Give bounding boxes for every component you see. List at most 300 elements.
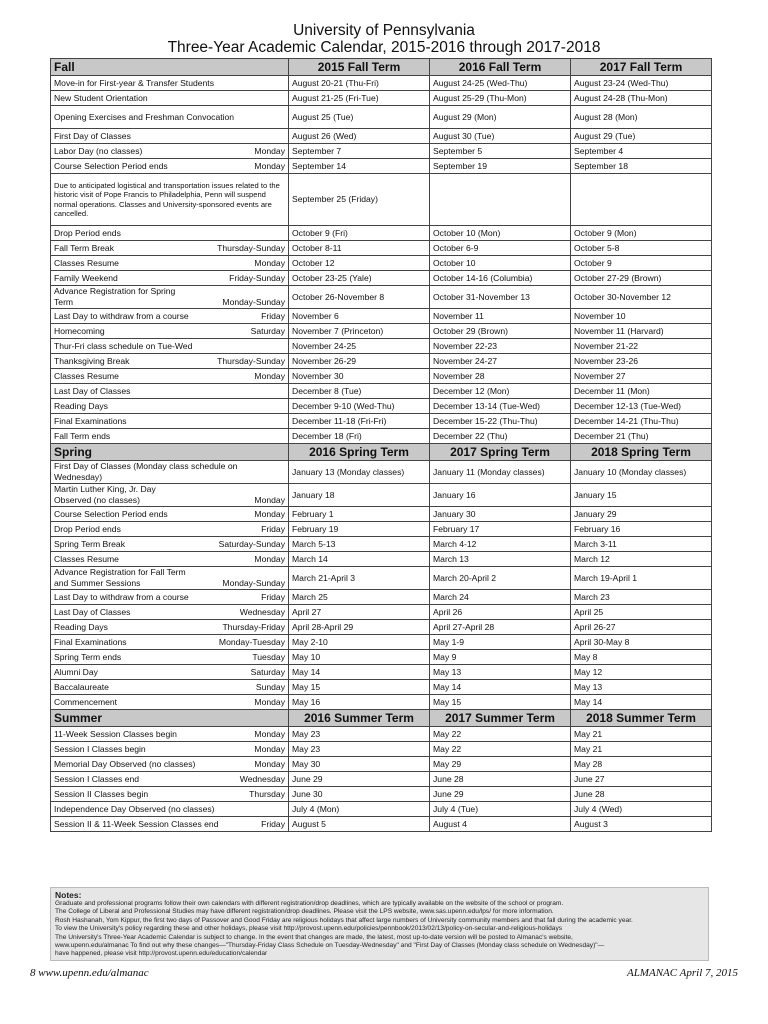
event-cell <box>51 309 289 324</box>
notes-line: The University's Three-Year Academic Calendar is subject to change. In the event that changes are made, the latest, most up-to-date version will be posted to Almanac's website, <box>55 933 573 941</box>
date-cell: February 1 <box>289 507 430 522</box>
event-day: Saturday-Sunday <box>218 538 285 549</box>
date-cell: October 9 (Mon) <box>571 226 712 241</box>
date-cell: November 26-29 <box>289 354 430 369</box>
notes-line: Graduate and professional programs follow their own calendars with different registration/drop deadlines, which are typically available on the website of the school or program. <box>55 900 564 907</box>
date-cell: July 4 (Tue) <box>430 802 571 817</box>
event-cell <box>51 241 289 256</box>
date-cell: September 5 <box>430 144 571 159</box>
date-cell: April 26 <box>430 605 571 620</box>
event-name: Session II & 11-Week Session Classes end <box>54 818 219 829</box>
table-row <box>51 650 712 665</box>
term-header: 2017 Fall Term <box>571 59 712 76</box>
table-row <box>51 727 712 742</box>
footer-page-url: 8 www.upenn.edu/almanac <box>30 967 149 979</box>
date-cell: June 28 <box>430 772 571 787</box>
event-name: Reading Days <box>54 621 108 632</box>
table-row <box>51 522 712 537</box>
event-name: 11-Week Session Classes begin <box>54 728 177 739</box>
date-cell: October 29 (Brown) <box>430 324 571 339</box>
date-cell: May 14 <box>289 665 430 680</box>
date-cell: October 9 (Fri) <box>289 226 430 241</box>
event-cell <box>51 537 289 552</box>
date-cell: October 9 <box>571 256 712 271</box>
notes-line: www.upenn.edu/almanac To find out why these changes—"Thursday-Friday Class Schedule on Tuesday-Wednesday" and "First Day of Classes (Monday class schedule on Wednesday)"— <box>55 942 605 950</box>
date-cell: May 30 <box>289 757 430 772</box>
event-name: Memorial Day Observed (no classes) <box>54 758 196 769</box>
term-header: 2018 Spring Term <box>571 444 712 461</box>
table-row <box>51 817 712 832</box>
table-row <box>51 369 712 384</box>
date-cell: August 3 <box>571 817 712 832</box>
date-cell: October 14-16 (Columbia) <box>430 271 571 286</box>
event-day: Friday <box>261 523 285 534</box>
event-cell <box>51 590 289 605</box>
event-day: Thursday-Friday <box>222 621 285 632</box>
date-cell: January 29 <box>571 507 712 522</box>
date-cell: April 30-May 8 <box>571 635 712 650</box>
footer-publication: ALMANAC April 7, 2015 <box>626 967 738 979</box>
date-cell: August 24-25 (Wed-Thu) <box>430 76 571 91</box>
date-cell: May 15 <box>289 680 430 695</box>
date-cell: October 8-11 <box>289 241 430 256</box>
date-cell: April 25 <box>571 605 712 620</box>
date-cell: November 11 (Harvard) <box>571 324 712 339</box>
event-day: Monday <box>254 553 285 564</box>
date-cell: November 10 <box>571 309 712 324</box>
event-name: Commencement <box>54 696 118 707</box>
event-cell <box>51 91 289 106</box>
date-cell: December 12-13 (Tue-Wed) <box>571 399 712 414</box>
event-cell <box>51 106 289 129</box>
event-cell <box>51 324 289 339</box>
calendar-table <box>50 58 712 832</box>
event-name: Session II Classes begin <box>54 788 149 799</box>
notes-line: To view the University's policy regarding these and other holidays, please visit http://provost.upenn.edu/policies/pennbook/2013/02/13/policy-on-secular-and-religious-holidays <box>55 925 563 933</box>
date-cell: January 10 (Monday classes) <box>571 461 712 484</box>
date-cell: May 2-10 <box>289 635 430 650</box>
table-row <box>51 309 712 324</box>
date-cell: August 25-29 (Thu-Mon) <box>430 91 571 106</box>
event-day: Monday-Sunday <box>222 297 285 307</box>
event-name: Drop Period ends <box>54 523 121 534</box>
table-row <box>51 339 712 354</box>
event-cell <box>51 369 289 384</box>
event-cell <box>51 429 289 444</box>
event-day: Monday <box>254 728 285 739</box>
date-cell: March 25 <box>289 590 430 605</box>
table-row <box>51 144 712 159</box>
date-cell: August 29 (Tue) <box>571 129 712 144</box>
date-cell: October 26-November 8 <box>289 286 430 309</box>
event-day: Sunday <box>255 681 285 692</box>
date-cell: May 21 <box>571 742 712 757</box>
section-name: Spring <box>51 444 289 461</box>
event-cell <box>51 742 289 757</box>
table-row <box>51 695 712 710</box>
event-cell <box>51 680 289 695</box>
date-cell: July 4 (Mon) <box>289 802 430 817</box>
date-cell: September 4 <box>571 144 712 159</box>
date-cell: August 4 <box>430 817 571 832</box>
event-cell <box>51 174 289 226</box>
date-cell: December 21 (Thu) <box>571 429 712 444</box>
event-name: Spring Term Break <box>54 538 126 549</box>
event-day: Monday <box>254 743 285 754</box>
event-cell <box>51 144 289 159</box>
event-cell <box>51 567 289 590</box>
notes-line: have happened, please visit http://provost.upenn.edu/education/calendar <box>55 950 268 958</box>
term-header: 2018 Summer Term <box>571 710 712 727</box>
event-cell <box>51 414 289 429</box>
event-cell <box>51 76 289 91</box>
event-cell <box>51 507 289 522</box>
table-row <box>51 567 712 590</box>
event-cell <box>51 552 289 567</box>
event-day: Friday <box>261 591 285 602</box>
date-cell: December 9-10 (Wed-Thu) <box>289 399 430 414</box>
date-cell: January 18 <box>289 484 430 507</box>
term-header: 2016 Spring Term <box>289 444 430 461</box>
notes-line: Rosh Hashanah, Yom Kippur, the first two days of Passover and Good Friday are religious holidays that affect large numbers of University community members and that fall during the academic year. <box>55 916 633 924</box>
date-cell: December 15-22 (Thu-Thu) <box>430 414 571 429</box>
date-cell: January 13 (Monday classes) <box>289 461 430 484</box>
date-cell: November 21-22 <box>571 339 712 354</box>
term-header: 2017 Summer Term <box>430 710 571 727</box>
event-name: Alumni Day <box>54 666 98 677</box>
event-day: Tuesday <box>252 651 285 662</box>
event-cell <box>51 650 289 665</box>
event-day: Monday-Tuesday <box>218 636 285 647</box>
event-name: Course Selection Period ends <box>54 508 168 519</box>
date-cell: January 15 <box>571 484 712 507</box>
event-day: Monday <box>254 370 285 381</box>
event-day: Monday <box>254 758 285 769</box>
table-row <box>51 271 712 286</box>
event-day: Monday <box>254 160 285 171</box>
event-day: Monday <box>254 508 285 519</box>
date-cell: May 10 <box>289 650 430 665</box>
table-row <box>51 174 712 226</box>
title-line-1: University of Pennsylvania <box>293 22 475 39</box>
date-cell: May 14 <box>571 695 712 710</box>
date-cell: August 5 <box>289 817 430 832</box>
table-row <box>51 484 712 507</box>
date-cell: December 18 (Fri) <box>289 429 430 444</box>
event-cell <box>51 605 289 620</box>
date-cell: August 23-24 (Wed-Thu) <box>571 76 712 91</box>
event-name: Move-in for First-year & Transfer Students <box>54 77 214 88</box>
event-day: Wednesday <box>239 606 285 617</box>
date-cell: May 13 <box>430 665 571 680</box>
date-cell: November 28 <box>430 369 571 384</box>
event-name: Baccalaureate <box>54 681 109 692</box>
event-name: Spring Term ends <box>54 651 122 662</box>
table-row <box>51 742 712 757</box>
event-day: Saturday <box>250 325 285 336</box>
section-header-spring <box>51 444 712 461</box>
date-cell: May 16 <box>289 695 430 710</box>
date-cell: October 12 <box>289 256 430 271</box>
date-cell: May 28 <box>571 757 712 772</box>
table-row <box>51 429 712 444</box>
event-day: Monday <box>254 145 285 156</box>
date-cell: December 8 (Tue) <box>289 384 430 399</box>
date-cell: December 22 (Thu) <box>430 429 571 444</box>
date-cell: April 28-April 29 <box>289 620 430 635</box>
table-row <box>51 256 712 271</box>
event-name: First Day of Classes <box>54 130 131 141</box>
term-header: 2015 Fall Term <box>289 59 430 76</box>
table-row <box>51 680 712 695</box>
date-cell: September 18 <box>571 159 712 174</box>
table-row <box>51 537 712 552</box>
event-cell <box>51 226 289 241</box>
date-cell: November 6 <box>289 309 430 324</box>
event-cell <box>51 695 289 710</box>
date-cell: December 12 (Mon) <box>430 384 571 399</box>
section-name: Summer <box>51 710 289 727</box>
table-row <box>51 106 712 129</box>
section-name: Fall <box>51 59 289 76</box>
event-day: Thursday-Sunday <box>217 242 285 253</box>
date-cell: March 20-April 2 <box>430 567 571 590</box>
table-row <box>51 507 712 522</box>
table-row <box>51 286 712 309</box>
event-name: Last Day to withdraw from a course <box>54 310 189 321</box>
event-day: Thursday <box>249 788 285 799</box>
event-name: Fall Term Break <box>54 242 115 253</box>
date-cell: May 14 <box>430 680 571 695</box>
date-cell: April 27 <box>289 605 430 620</box>
notes-line: The College of Liberal and Professional Studies may have different registration/drop deadlines. Please visit the LPS website, www.sas.upenn.edu/lps/ for more information. <box>55 908 554 916</box>
event-cell <box>51 635 289 650</box>
event-day: Wednesday <box>239 773 285 784</box>
date-cell: March 19-April 1 <box>571 567 712 590</box>
event-day: Friday <box>261 310 285 321</box>
table-row <box>51 620 712 635</box>
date-cell: October 30-November 12 <box>571 286 712 309</box>
date-cell: June 29 <box>289 772 430 787</box>
notes-heading: Notes: <box>55 890 82 900</box>
date-cell: May 21 <box>571 727 712 742</box>
event-name: Session I Classes end <box>54 773 140 784</box>
date-cell: September 25 (Friday) <box>289 174 430 226</box>
date-cell: October 31-November 13 <box>430 286 571 309</box>
date-cell: December 11-18 (Fri-Fri) <box>289 414 430 429</box>
event-name: Last Day of Classes <box>54 385 131 396</box>
date-cell: August 28 (Mon) <box>571 106 712 129</box>
notes-box <box>50 887 709 961</box>
event-name: Thur-Fri class schedule on Tue-Wed <box>54 340 193 351</box>
date-cell: May 23 <box>289 742 430 757</box>
event-name: Drop Period ends <box>54 227 121 238</box>
event-name: Homecoming <box>54 325 105 336</box>
date-cell: October 27-29 (Brown) <box>571 271 712 286</box>
date-cell <box>430 174 571 226</box>
table-row <box>51 665 712 680</box>
event-name: Course Selection Period ends <box>54 160 168 171</box>
event-name: Classes Resume <box>54 257 119 268</box>
event-day: Monday <box>254 696 285 707</box>
event-cell <box>51 620 289 635</box>
date-cell: August 26 (Wed) <box>289 129 430 144</box>
date-cell: May 15 <box>430 695 571 710</box>
table-row <box>51 414 712 429</box>
table-row <box>51 76 712 91</box>
event-cell <box>51 802 289 817</box>
event-name: Fall Term ends <box>54 430 111 441</box>
event-name: Independence Day Observed (no classes) <box>54 803 215 814</box>
title-line-2: Three-Year Academic Calendar, 2015-2016 through 2017-2018 <box>167 39 601 56</box>
table-row <box>51 802 712 817</box>
event-cell <box>51 484 289 507</box>
table-row <box>51 590 712 605</box>
table-row <box>51 772 712 787</box>
event-name: Labor Day (no classes) <box>54 145 143 156</box>
event-cell <box>51 354 289 369</box>
date-cell: June 28 <box>571 787 712 802</box>
date-cell: December 13-14 (Tue-Wed) <box>430 399 571 414</box>
date-cell: December 14-21 (Thu-Thu) <box>571 414 712 429</box>
date-cell: October 23-25 (Yale) <box>289 271 430 286</box>
date-cell: May 22 <box>430 742 571 757</box>
date-cell: September 19 <box>430 159 571 174</box>
date-cell: January 30 <box>430 507 571 522</box>
date-cell: August 24-28 (Thu-Mon) <box>571 91 712 106</box>
table-row <box>51 605 712 620</box>
date-cell: August 21-25 (Fri-Tue) <box>289 91 430 106</box>
event-cell <box>51 384 289 399</box>
event-cell <box>51 772 289 787</box>
date-cell: March 4-12 <box>430 537 571 552</box>
date-cell: October 5-8 <box>571 241 712 256</box>
event-name: Final Examinations <box>54 636 127 647</box>
date-cell: November 30 <box>289 369 430 384</box>
term-header: 2016 Fall Term <box>430 59 571 76</box>
event-cell <box>51 339 289 354</box>
event-cell <box>51 256 289 271</box>
date-cell: June 27 <box>571 772 712 787</box>
event-cell <box>51 522 289 537</box>
event-name: Final Examinations <box>54 415 127 426</box>
date-cell: September 7 <box>289 144 430 159</box>
event-cell <box>51 159 289 174</box>
event-name: Last Day to withdraw from a course <box>54 591 189 602</box>
section-header-summer <box>51 710 712 727</box>
event-cell <box>51 286 289 309</box>
date-cell: March 12 <box>571 552 712 567</box>
term-header: 2016 Summer Term <box>289 710 430 727</box>
table-row <box>51 226 712 241</box>
term-header: 2017 Spring Term <box>430 444 571 461</box>
date-cell: May 29 <box>430 757 571 772</box>
event-name: Classes Resume <box>54 370 119 381</box>
table-row <box>51 787 712 802</box>
date-cell: October 6-9 <box>430 241 571 256</box>
date-cell: January 16 <box>430 484 571 507</box>
date-cell: June 30 <box>289 787 430 802</box>
table-row <box>51 461 712 484</box>
page-title <box>0 22 768 56</box>
date-cell: March 23 <box>571 590 712 605</box>
date-cell: March 14 <box>289 552 430 567</box>
date-cell: November 24-27 <box>430 354 571 369</box>
date-cell: May 8 <box>571 650 712 665</box>
date-cell: November 11 <box>430 309 571 324</box>
date-cell: December 11 (Mon) <box>571 384 712 399</box>
date-cell: June 29 <box>430 787 571 802</box>
date-cell: August 25 (Tue) <box>289 106 430 129</box>
event-name: Reading Days <box>54 400 108 411</box>
date-cell: March 5-13 <box>289 537 430 552</box>
date-cell: March 13 <box>430 552 571 567</box>
event-cell <box>51 787 289 802</box>
event-day: Thursday-Sunday <box>217 355 285 366</box>
event-cell <box>51 757 289 772</box>
event-cell <box>51 271 289 286</box>
event-name: Opening Exercises and Freshman Convocation <box>54 111 235 122</box>
date-cell: September 14 <box>289 159 430 174</box>
table-row <box>51 324 712 339</box>
date-cell: October 10 (Mon) <box>430 226 571 241</box>
event-name: Last Day of Classes <box>54 606 131 617</box>
table-row <box>51 91 712 106</box>
date-cell: March 24 <box>430 590 571 605</box>
event-day: Friday <box>261 818 285 829</box>
date-cell <box>571 174 712 226</box>
event-day: Friday-Sunday <box>229 272 285 283</box>
event-name: New Student Orientation <box>54 92 148 103</box>
date-cell: November 24-25 <box>289 339 430 354</box>
date-cell: November 22-23 <box>430 339 571 354</box>
date-cell: July 4 (Wed) <box>571 802 712 817</box>
date-cell: February 16 <box>571 522 712 537</box>
table-row <box>51 635 712 650</box>
event-day: Monday-Sunday <box>222 578 285 588</box>
event-name: Advance Registration for Fall Term and Summer Sessions <box>54 567 186 588</box>
event-name: First Day of Classes (Monday class schedule on Wednesday) <box>54 461 238 482</box>
date-cell: January 11 (Monday classes) <box>430 461 571 484</box>
date-cell: February 17 <box>430 522 571 537</box>
table-row <box>51 159 712 174</box>
event-day: Saturday <box>250 666 285 677</box>
date-cell: February 19 <box>289 522 430 537</box>
event-cell <box>51 461 289 484</box>
date-cell: March 3-11 <box>571 537 712 552</box>
date-cell: August 30 (Tue) <box>430 129 571 144</box>
date-cell: August 20-21 (Thu-Fri) <box>289 76 430 91</box>
date-cell: August 29 (Mon) <box>430 106 571 129</box>
table-row <box>51 757 712 772</box>
event-cell <box>51 129 289 144</box>
date-cell: October 10 <box>430 256 571 271</box>
date-cell: May 23 <box>289 727 430 742</box>
date-cell: May 9 <box>430 650 571 665</box>
event-name: Session I Classes begin <box>54 743 146 754</box>
event-day: Monday <box>254 257 285 268</box>
date-cell: November 7 (Princeton) <box>289 324 430 339</box>
event-name: Classes Resume <box>54 553 119 564</box>
date-cell: April 26-27 <box>571 620 712 635</box>
event-name: Family Weekend <box>54 272 118 283</box>
table-row <box>51 384 712 399</box>
event-cell <box>51 727 289 742</box>
table-row <box>51 129 712 144</box>
event-name: Thanksgiving Break <box>54 355 130 366</box>
table-row <box>51 241 712 256</box>
event-name: Advance Registration for Spring Term <box>54 286 176 307</box>
